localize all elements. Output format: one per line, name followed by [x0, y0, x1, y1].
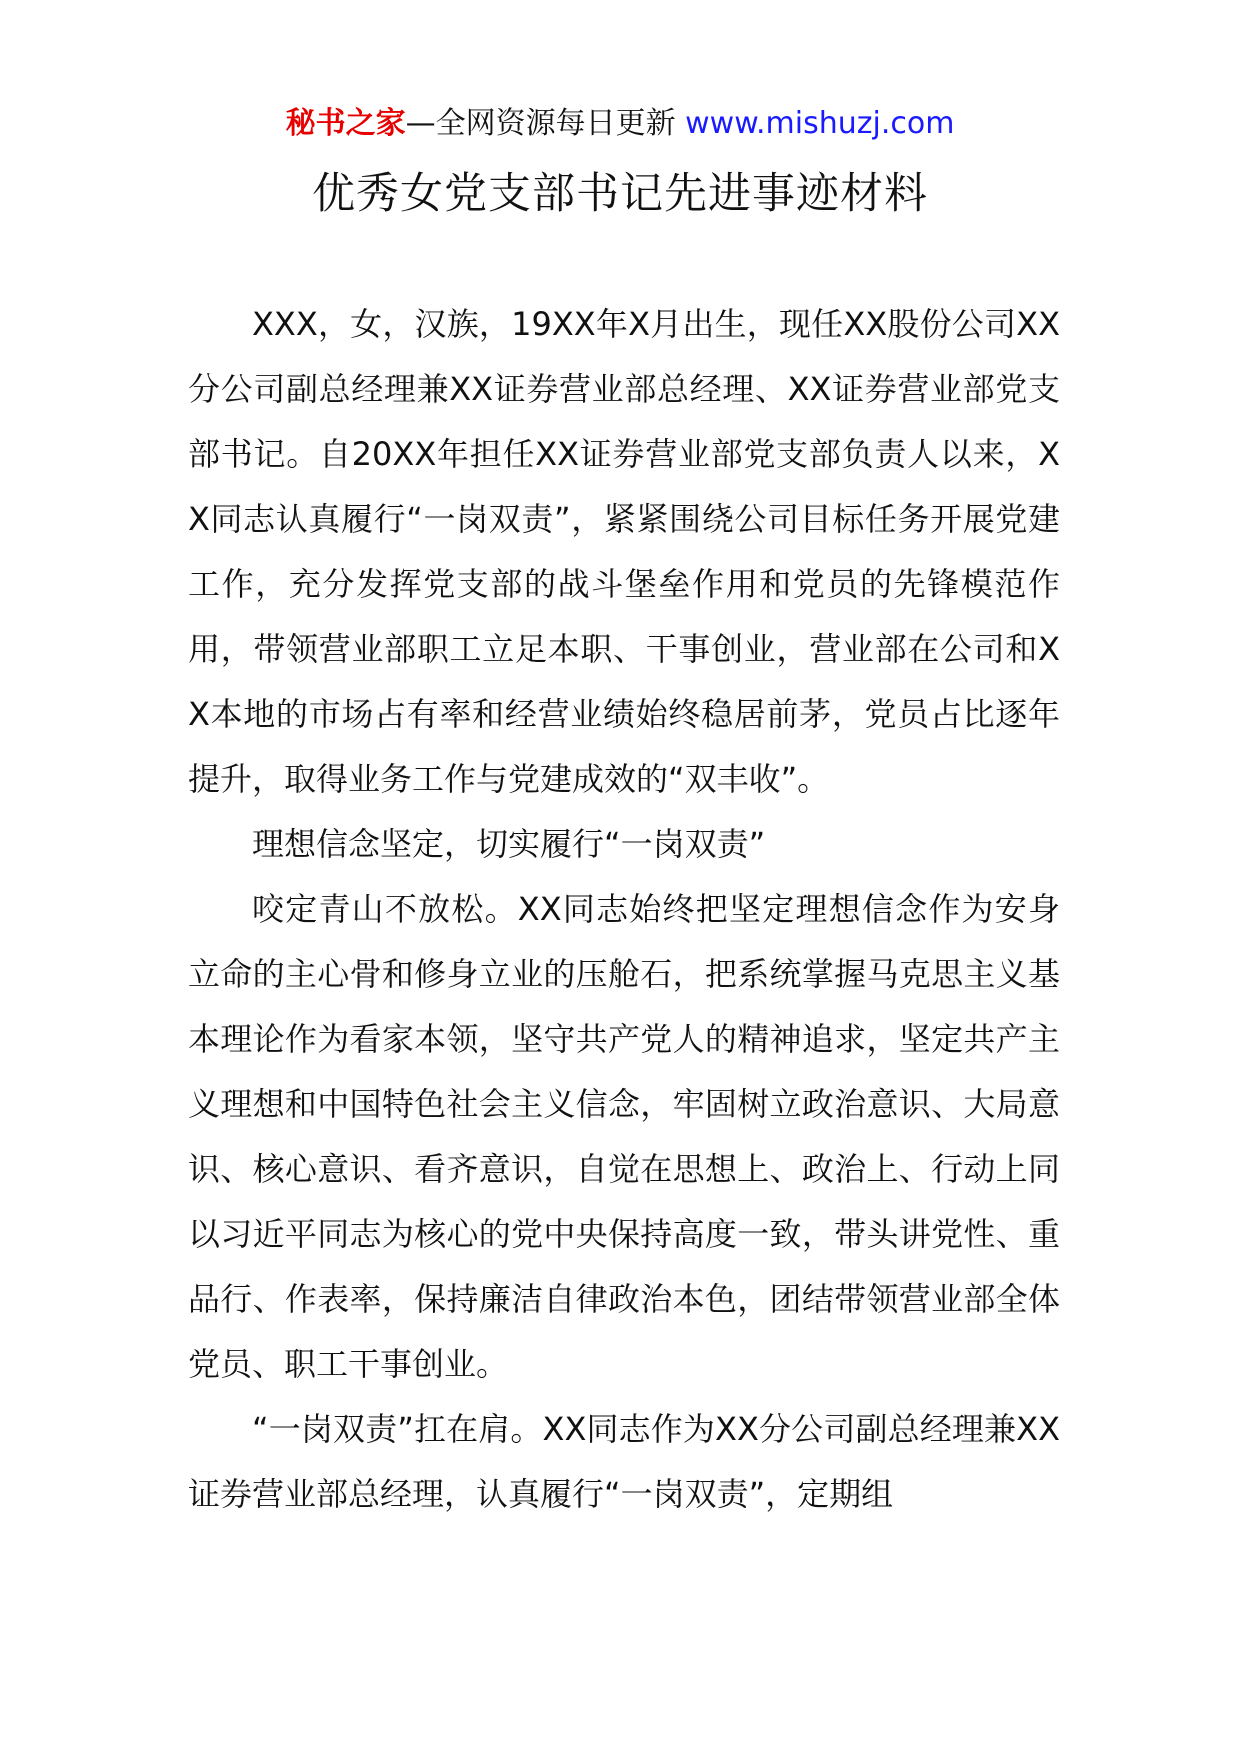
header-tagline: —全网资源每日更新 — [405, 106, 686, 141]
intro-paragraph: XXX，女，汉族，19XX年X月出生，现任XX股份公司XX分公司副总经理兼XX证券营业部总经理、XX证券营业部党支部书记。自20XX年担任XX证券营业部党支部负责人以来，XX同志认真履行“一岗双责”，紧紧围绕公司目标任务开展党建工作，充分发挥党支部的战斗堡垒作用和党员的先锋模范作用，带领营业部职工立足本职、干事创业，营业部在公司和XX本地的市场占有率和经营业绩始终稳居前茅，党员占比逐年提升，取得业务工作与党建成效的“双丰收”。 — [188, 305, 1060, 798]
site-watermark-header — [0, 104, 1240, 144]
document-title: 优秀女党支部书记先进事迹材料 — [312, 169, 928, 219]
body-paragraph: “一岗双责”扛在肩。XX同志作为XX分公司副总经理兼XX证券营业部总经理，认真履行“一岗双责”，定期组 — [188, 1410, 1060, 1513]
body-paragraph: 咬定青山不放松。XX同志始终把坚定理想信念作为安身立命的主心骨和修身立业的压舱石，把系统掌握马克思主义基本理论作为看家本领，坚守共产党人的精神追求，坚定共产主义理想和中国特色社会主义信念，牢固树立政治意识、大局意识、核心意识、看齐意识，自觉在思想上、政治上、行动上同以习近平同志为核心的党中央保持高度一致，带头讲党性、重品行、作表率，保持廉洁自律政治本色，团结带领营业部全体党员、职工干事创业。 — [188, 890, 1060, 1383]
section-heading: 理想信念坚定，切实履行“一岗双责” — [252, 825, 766, 863]
brand-name: 秘书之家 — [285, 106, 406, 141]
document-body — [188, 292, 1060, 1527]
site-url: www.mishuzj.com — [685, 106, 955, 141]
